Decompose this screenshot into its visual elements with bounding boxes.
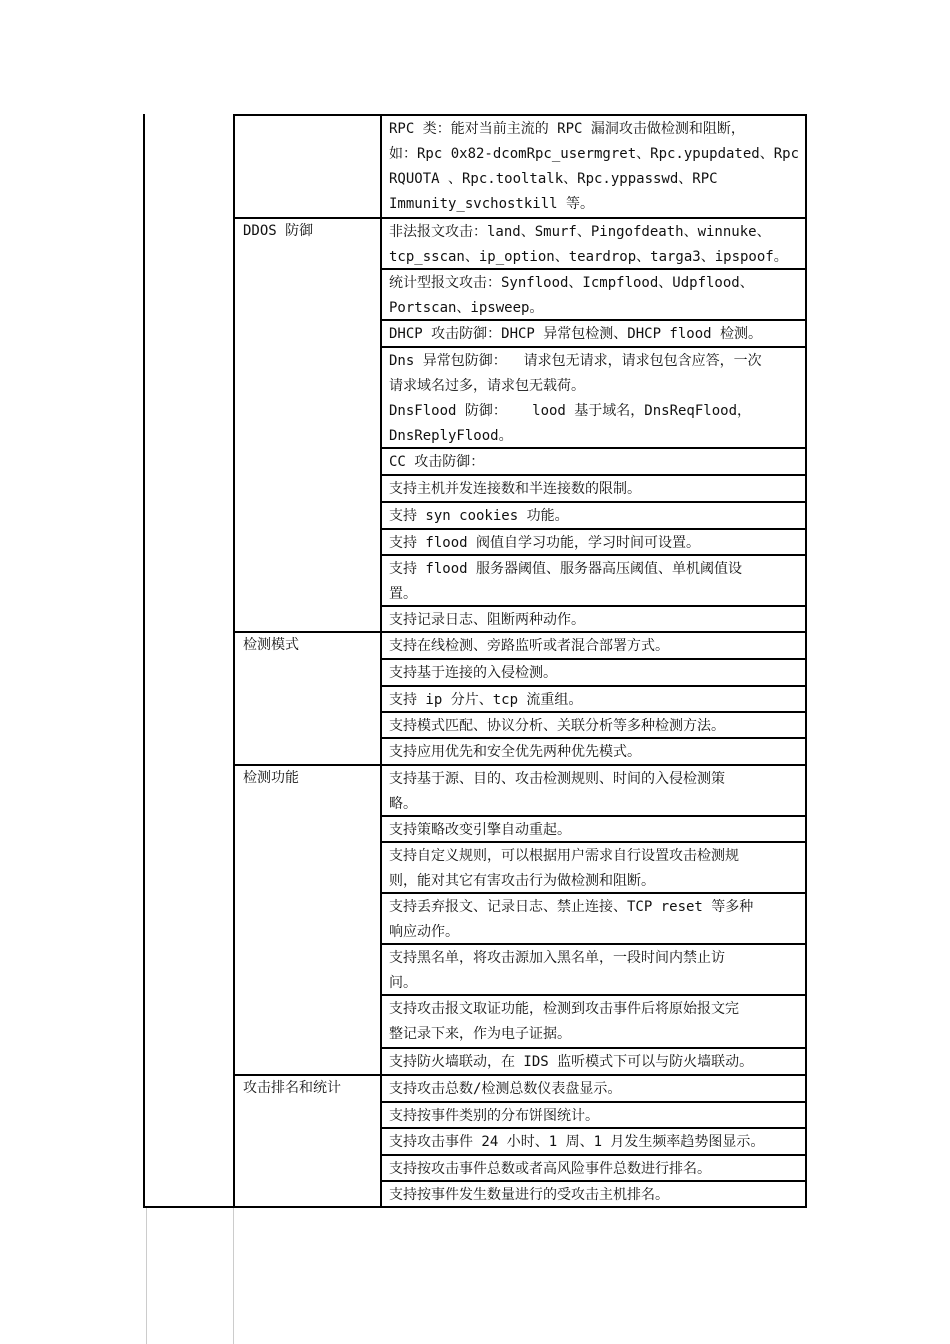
page-margin-line: [146, 1208, 147, 1344]
row-separator: [380, 1101, 807, 1103]
feature-cell: 支持 flood 阀值自学习功能，学习时间可设置。: [389, 535, 700, 551]
page-margin-line-2: [233, 1208, 234, 1344]
feature-cell: 支持策略改变引擎自动重起。: [389, 822, 571, 838]
row-separator: [380, 217, 807, 219]
feature-cell: 支持模式匹配、协议分析、关联分析等多种检测方法。: [389, 718, 725, 734]
row-separator: [380, 815, 807, 817]
table-border-right: [805, 114, 807, 1208]
category-detect-function: 检测功能: [243, 770, 299, 786]
table-border-left: [143, 114, 145, 1208]
feature-cell: 支持自定义规则，可以根据用户需求自行设置攻击检测规 则，能对其它有害攻击行为做检测和阻断。: [389, 848, 739, 889]
feature-cell: 支持基于连接的入侵检测。: [389, 665, 557, 681]
feature-cell: 支持基于源、目的、攻击检测规则、时间的入侵检测策 略。: [389, 771, 725, 812]
feature-cell: 支持 syn cookies 功能。: [389, 508, 569, 524]
feature-cell: 支持攻击报文取证功能，检测到攻击事件后将原始报文完 整记录下来，作为电子证据。: [389, 1001, 739, 1042]
row-separator: [380, 268, 807, 270]
feature-cell: 支持丢弃报文、记录日志、禁止连接、TCP reset 等多种 响应动作。: [389, 899, 754, 940]
feature-cell: 支持 ip 分片、tcp 流重组。: [389, 692, 583, 708]
feature-cell: 支持按事件发生数量进行的受攻击主机排名。: [389, 1187, 669, 1203]
row-separator: [380, 1074, 807, 1076]
table-column-divider-2: [380, 114, 382, 1208]
row-separator: [380, 711, 807, 713]
row-separator: [380, 554, 807, 556]
row-separator: [380, 892, 807, 894]
category-ranking-stats: 攻击排名和统计: [243, 1080, 341, 1096]
row-separator: [380, 943, 807, 945]
feature-cell: CC 攻击防御：: [389, 454, 485, 470]
feature-cell: RPC 类：能对当前主流的 RPC 漏洞攻击做检测和阻断， 如：Rpc 0x82-dcomRpc_usermgret、Rpc.ypupdated、Rpc RQUOTA 、Rpc.tooltalk、Rpc.yppasswd、RPC Immunity_svchostkill 等。: [389, 121, 800, 212]
row-separator: [380, 346, 807, 348]
row-separator: [380, 447, 807, 449]
row-separator: [380, 319, 807, 321]
row-separator: [380, 764, 807, 766]
category-detect-mode: 检测模式: [243, 637, 299, 653]
row-separator: [380, 474, 807, 476]
table-column-divider-1: [233, 114, 235, 1208]
feature-cell: 支持应用优先和安全优先两种优先模式。: [389, 744, 641, 760]
row-separator: [380, 1180, 807, 1182]
row-separator: [380, 528, 807, 530]
feature-cell: 支持 flood 服务器阈值、服务器高压阈值、单机阈值设 置。: [389, 561, 742, 602]
feature-cell: 支持主机并发连接数和半连接数的限制。: [389, 481, 641, 497]
feature-cell: 支持攻击事件 24 小时、1 周、1 月发生频率趋势图显示。: [389, 1134, 765, 1150]
row-separator: [380, 841, 807, 843]
feature-cell: 支持在线检测、旁路监听或者混合部署方式。: [389, 638, 669, 654]
feature-cell: 支持攻击总数/检测总数仪表盘显示。: [389, 1081, 622, 1097]
category-ddos: DDOS 防御: [243, 223, 314, 239]
row-separator: [380, 501, 807, 503]
row-separator: [380, 658, 807, 660]
feature-cell: 支持记录日志、阻断两种动作。: [389, 612, 585, 628]
row-separator: [380, 1047, 807, 1049]
row-separator: [380, 737, 807, 739]
row-separator: [380, 994, 807, 996]
feature-cell: Dns 异常包防御： 请求包无请求，请求包包含应答，一次 请求域名过多，请求包无载荷。 DnsFlood 防御： lood 基于域名，DnsReqFlood， DnsReplyFlood。: [389, 353, 762, 444]
feature-cell: 统计型报文攻击：Synflood、Icmpflood、Udpflood、 Portscan、ipsweep。: [389, 275, 754, 316]
feature-cell: 支持黑名单，将攻击源加入黑名单，一段时间内禁止访 问。: [389, 950, 725, 991]
feature-cell: 支持防火墙联动，在 IDS 监听模式下可以与防火墙联动。: [389, 1054, 754, 1070]
row-separator: [380, 631, 807, 633]
row-separator: [380, 605, 807, 607]
table-border-top: [233, 114, 807, 116]
row-separator: [380, 685, 807, 687]
feature-cell: 支持按事件类别的分布饼图统计。: [389, 1108, 599, 1124]
row-separator: [380, 1127, 807, 1129]
feature-cell: 支持按攻击事件总数或者高风险事件总数进行排名。: [389, 1161, 711, 1177]
feature-cell: DHCP 攻击防御：DHCP 异常包检测、DHCP flood 检测。: [389, 326, 763, 342]
feature-cell: 非法报文攻击：land、Smurf、Pingofdeath、winnuke、 tcp_sscan、ip_option、teardrop、targa3、ipspoof。: [389, 224, 788, 265]
row-separator: [380, 1154, 807, 1156]
